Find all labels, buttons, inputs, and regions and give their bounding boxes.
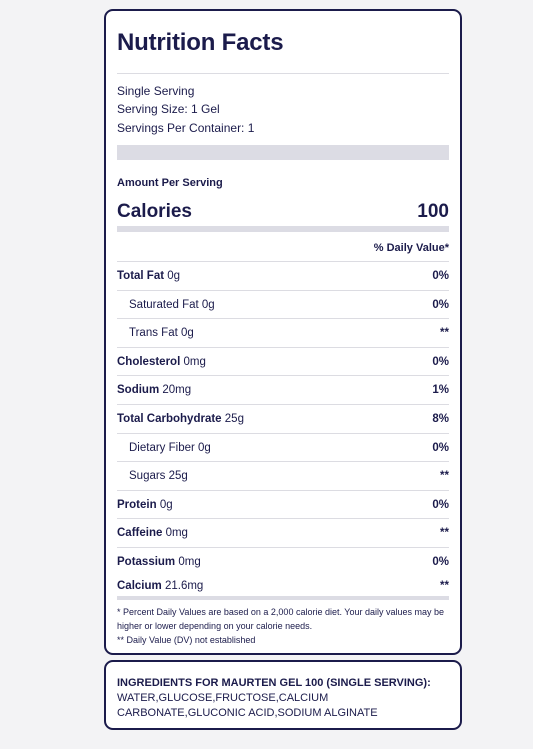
nutrient-name: Cholesterol: [117, 355, 181, 368]
nutrient-name: Total Fat: [117, 270, 165, 282]
nutrient-amount: 20mg: [162, 384, 192, 397]
nutrient-daily-value: 0%: [432, 270, 449, 282]
nutrient-amount: 0g: [159, 498, 173, 511]
nutrient-daily-value: **: [440, 327, 449, 340]
nutrient-label: [129, 470, 188, 482]
nutrient-daily-value: **: [440, 579, 449, 592]
nutrition-facts-title: Nutrition Facts: [117, 29, 284, 56]
bottom-divider: [117, 596, 449, 600]
footnote-dv-not-established: ** Daily Value (DV) not established: [117, 635, 256, 645]
ingredients-list: WATER,GLUCOSE,FRUCTOSE,CALCIUM CARBONATE,GLUCONIC ACID,SODIUM ALGINATE: [117, 692, 378, 719]
nutrient-label: [117, 499, 173, 511]
nutrient-name: Sugars: [129, 470, 166, 483]
nutrient-daily-value: 0%: [432, 556, 449, 568]
nutrient-label: [129, 299, 215, 311]
nutrient-name: Calcium: [117, 579, 162, 592]
nutrient-name: Total Carbohydrate: [117, 413, 222, 425]
nutrient-amount: 0g: [167, 270, 181, 282]
nutrient-daily-value: 0%: [432, 441, 449, 454]
nutrient-daily-value: 0%: [432, 498, 449, 511]
nutrient-name: Saturated Fat: [129, 298, 199, 311]
nutrient-amount: 0g: [198, 441, 211, 454]
thick-divider: [117, 145, 449, 160]
nutrient-amount: 0mg: [165, 527, 188, 540]
nutrient-daily-value: 1%: [432, 384, 449, 397]
nutrient-row: [117, 519, 449, 547]
nutrient-row: [117, 348, 449, 376]
medium-divider: [117, 226, 449, 232]
nutrient-label: [129, 442, 211, 454]
nutrient-amount: 0mg: [178, 556, 201, 568]
nutrient-name: Caffeine: [117, 527, 163, 540]
nutrient-row: [117, 405, 449, 433]
nutrient-label: [117, 580, 203, 592]
footnote-daily-values: * Percent Daily Values are based on a 2,000 calorie diet. Your daily values may be higher or lower depending on your calorie needs.: [117, 607, 445, 631]
nutrient-row: [117, 491, 449, 519]
nutrient-amount: 21.6mg: [164, 579, 204, 592]
nutrient-amount: 0g: [201, 298, 215, 311]
servings-per-container: Servings Per Container: 1: [117, 121, 255, 135]
ingredients-panel: [104, 660, 462, 730]
nutrient-row: [117, 319, 449, 347]
nutrient-row: [117, 434, 449, 462]
nutrient-row: [117, 291, 449, 319]
nutrient-row: [117, 376, 449, 404]
nutrient-label: [117, 556, 201, 568]
daily-value-header: % Daily Value*: [373, 242, 449, 254]
nutrient-label: [117, 413, 244, 425]
serving-size: Serving Size: 1 Gel: [117, 102, 220, 116]
nutrient-label: [117, 527, 188, 539]
nutrient-name: Dietary Fiber: [129, 441, 195, 454]
nutrient-amount: 25g: [168, 470, 188, 483]
nutrient-label: [117, 384, 191, 396]
nutrient-daily-value: **: [440, 470, 449, 483]
calories-label: Calories: [117, 201, 192, 222]
nutrient-daily-value: 8%: [432, 413, 449, 425]
nutrient-daily-value: 0%: [432, 298, 449, 311]
nutrient-daily-value: 0%: [432, 355, 449, 368]
nutrient-row: [117, 262, 449, 290]
nutrient-daily-value: **: [440, 527, 449, 540]
nutrient-amount: 0mg: [183, 355, 206, 368]
divider: [117, 73, 449, 74]
nutrient-name: Trans Fat: [129, 327, 178, 340]
serving-description: Single Serving: [117, 84, 195, 98]
calories-value: 100: [417, 201, 449, 222]
ingredients-heading: INGREDIENTS FOR MAURTEN GEL 100 (SINGLE SERVING):: [117, 677, 431, 689]
nutrient-amount: 25g: [224, 413, 244, 425]
nutrient-name: Protein: [117, 498, 157, 511]
nutrient-label: [117, 356, 206, 368]
nutrient-row: [117, 462, 449, 490]
nutrient-name: Sodium: [117, 384, 160, 397]
nutrient-label: [129, 327, 194, 339]
nutrient-amount: 0g: [180, 327, 194, 340]
nutrient-label: [117, 270, 180, 282]
amount-per-serving: Amount Per Serving: [117, 177, 223, 189]
nutrition-facts-panel: [104, 9, 462, 655]
nutrient-name: Potassium: [117, 556, 176, 568]
